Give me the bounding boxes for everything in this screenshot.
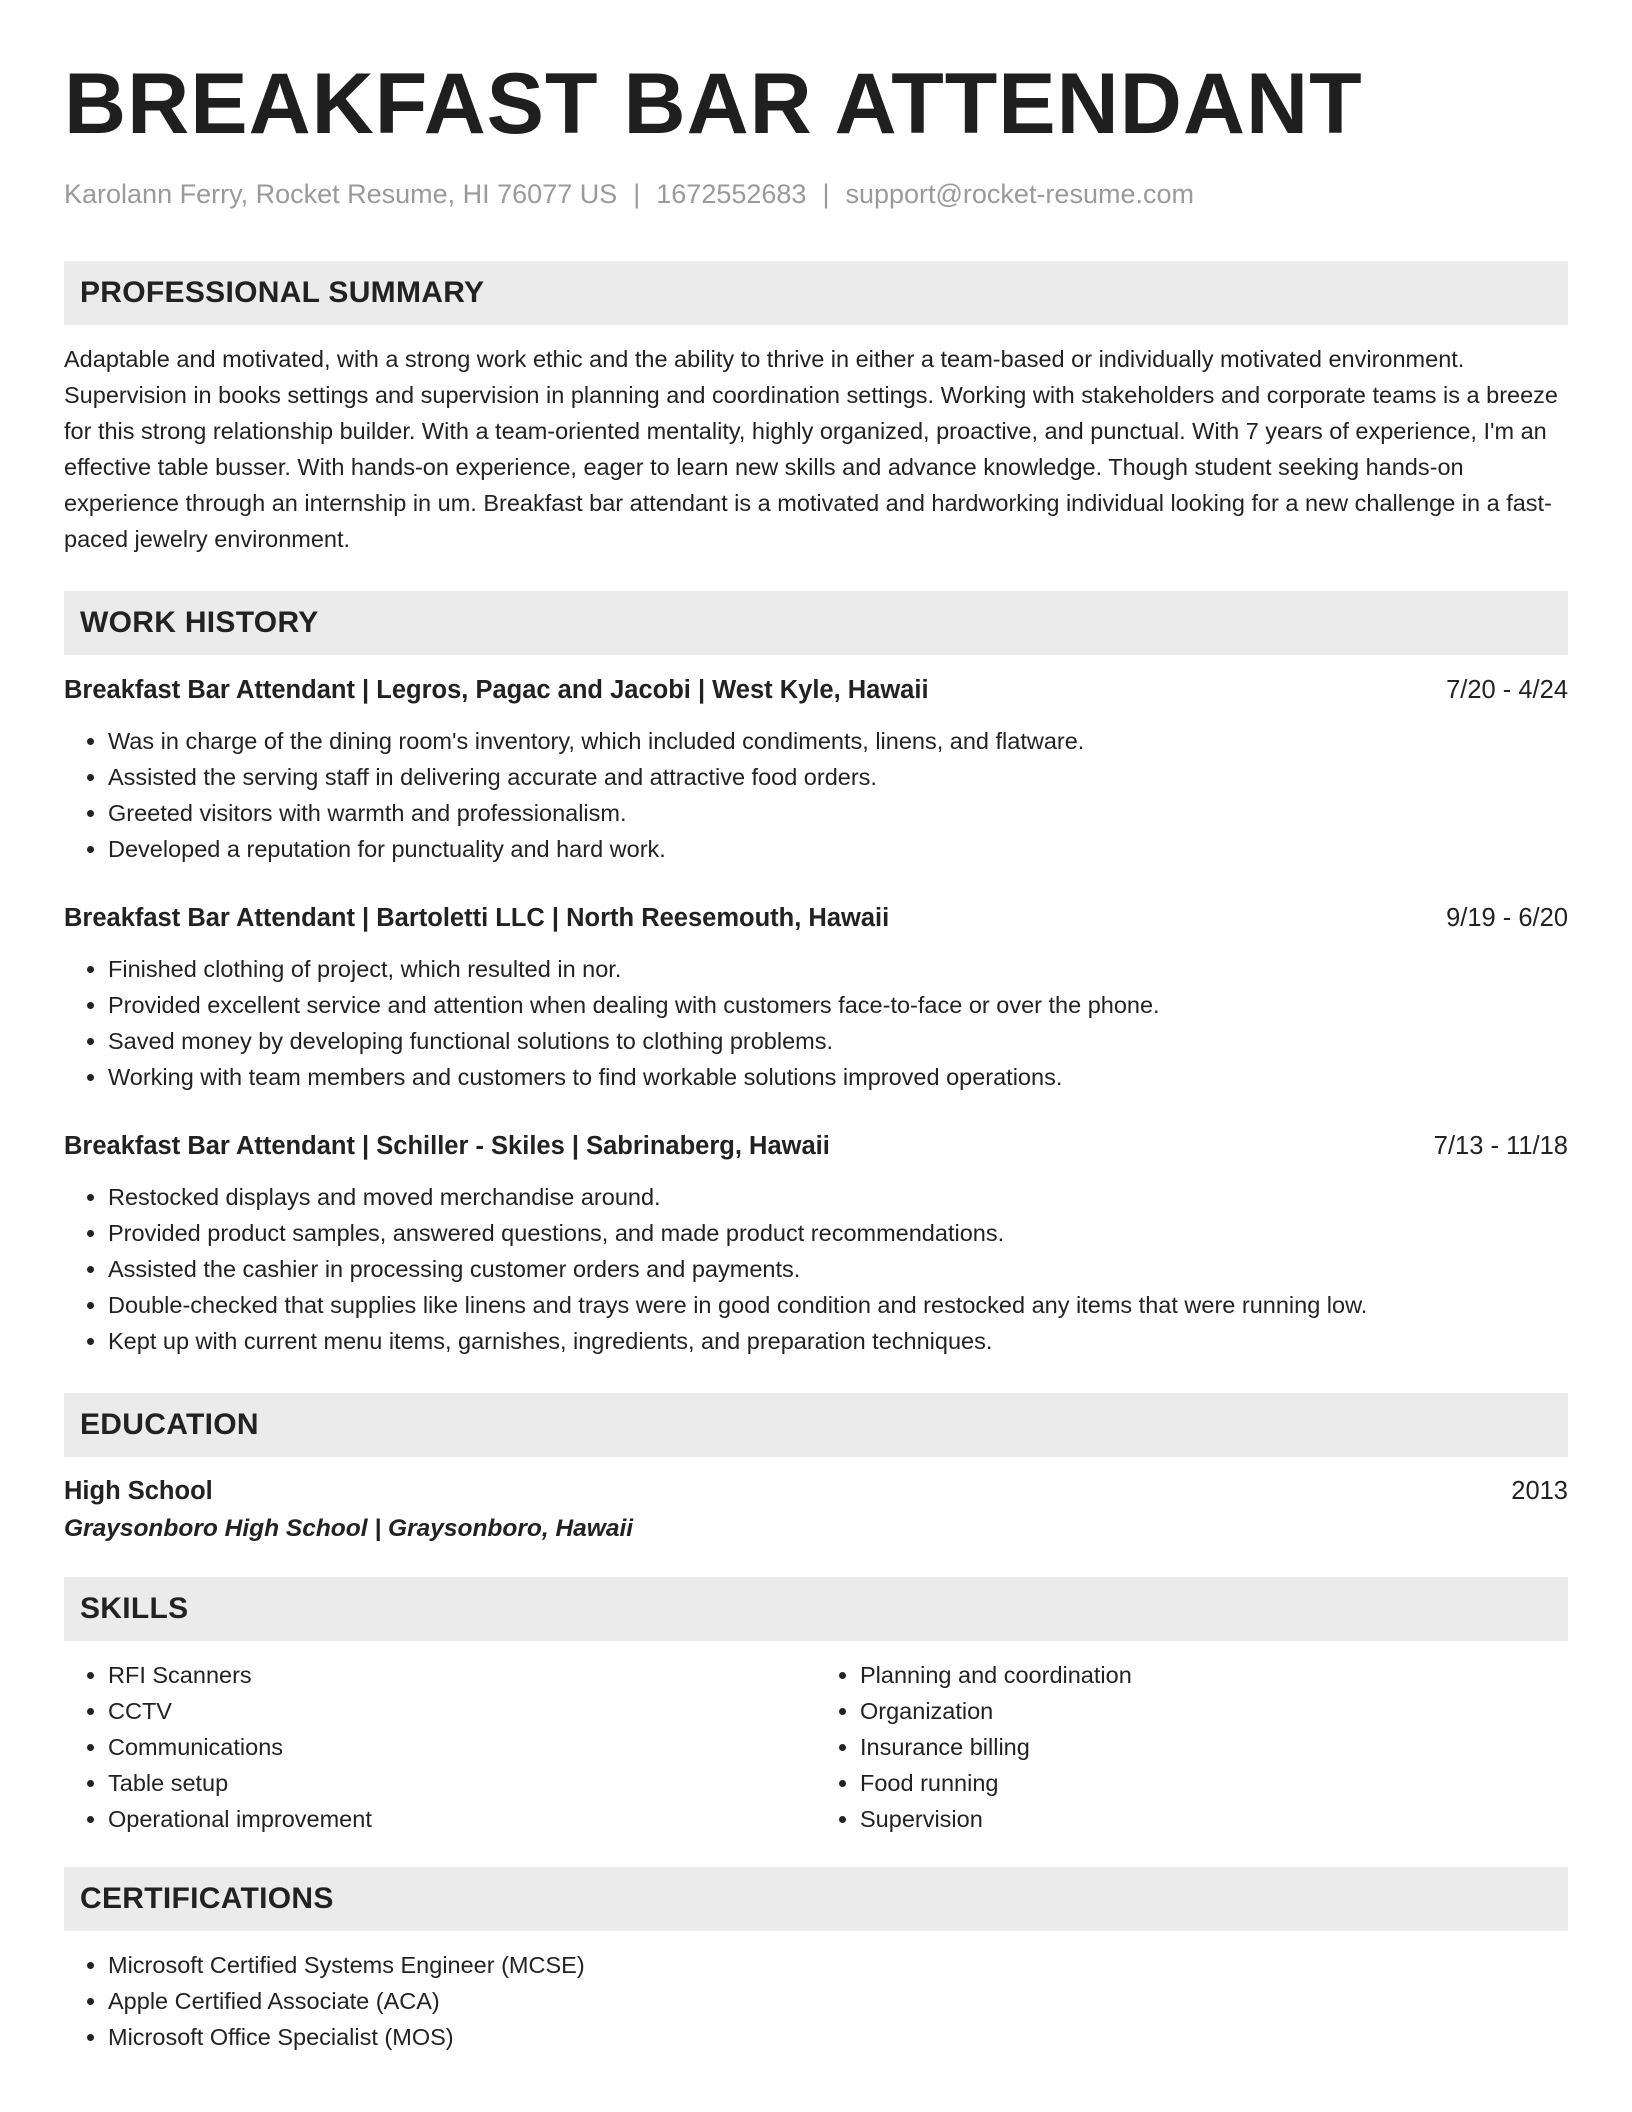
job-header [64,673,1568,707]
job-entry [64,901,1568,1095]
skill-item: • Planning and coordination [860,1657,1568,1693]
education-header [64,1473,1568,1509]
job-bullet: • Assisted the serving staff in delivering accurate and attractive food orders. [108,759,1568,795]
job-entry [64,673,1568,867]
summary-heading: PROFESSIONAL SUMMARY [64,261,1568,325]
skill-item: • Table setup [108,1765,816,1801]
contact-email: support@rocket-resume.com [845,179,1194,209]
certifications-heading: CERTIFICATIONS [64,1867,1568,1931]
job-dates: 9/19 - 6/20 [1446,904,1568,932]
certification-item: • Microsoft Certified Systems Engineer (MCSE) [108,1947,1568,1983]
contact-phone: 1672552683 [656,179,807,209]
job-dates: 7/13 - 11/18 [1433,1132,1568,1160]
education-heading: EDUCATION [64,1393,1568,1457]
contact-separator: | [633,179,641,209]
skills-grid [64,1641,1568,1837]
job-bullet: • Provided product samples, answered questions, and made product recommendations. [108,1215,1568,1251]
skill-item: • Communications [108,1729,816,1765]
job-heading: Breakfast Bar Attendant | Bartoletti LLC | North Reesemouth, Hawaii [64,904,890,932]
resume-title: BREAKFAST BAR ATTENDANT [64,56,1363,152]
job-bullet: • Developed a reputation for punctuality and hard work. [108,831,1568,867]
education-degree: High School [64,1477,213,1505]
skill-item: • Insurance billing [860,1729,1568,1765]
job-bullet: • Assisted the cashier in processing customer orders and payments. [108,1251,1568,1287]
job-header [64,1129,1568,1163]
skills-heading: SKILLS [64,1577,1568,1641]
skill-item: • CCTV [108,1693,816,1729]
skill-item: • RFI Scanners [108,1657,816,1693]
certifications-list [64,1947,1568,2055]
job-bullet: • Was in charge of the dining room's inventory, which included condiments, linens, and flatware. [108,723,1568,759]
job-dates: 7/20 - 4/24 [1446,676,1568,704]
contact-separator: | [822,179,830,209]
job-bullet: • Double-checked that supplies like linens and trays were in good condition and restocked any items that were running low. [108,1287,1568,1323]
job-bullets [64,1179,1568,1359]
job-bullet: • Kept up with current menu items, garnishes, ingredients, and preparation techniques. [108,1323,1568,1359]
skill-item: • Supervision [860,1801,1568,1837]
summary-text: Adaptable and motivated, with a strong work ethic and the ability to thrive in either a team-based or individually motivated environment. Supervision in books settings and supervision in planning and coordination settings. Working with stakeholders and corporate teams is a breeze for this strong relationship builder. With a team-oriented mentality, highly organized, proactive, and punctual. With 7 years of experience, I'm an effective table busser. With hands-on experience, eager to learn new skills and advance knowledge. Though student seeking hands-on experience through an internship in um. Breakfast bar attendant is a motivated and hardworking individual looking for a new challenge in a fast-paced jewelry environment. [64,346,1558,552]
skills-column-right [816,1657,1568,1837]
work-history-heading: WORK HISTORY [64,591,1568,655]
job-bullets [64,951,1568,1095]
skill-item: • Food running [860,1765,1568,1801]
education-year: 2013 [1511,1477,1568,1505]
job-bullet: • Restocked displays and moved merchandise around. [108,1179,1568,1215]
education-school: Graysonboro High School | Graysonboro, Hawaii [64,1515,634,1542]
contact-address: Karolann Ferry, Rocket Resume, HI 76077 US [64,179,618,209]
job-bullet: • Finished clothing of project, which resulted in nor. [108,951,1568,987]
job-heading: Breakfast Bar Attendant | Schiller - Skiles | Sabrinaberg, Hawaii [64,1132,830,1160]
job-heading: Breakfast Bar Attendant | Legros, Pagac and Jacobi | West Kyle, Hawaii [64,676,929,704]
certification-item: • Microsoft Office Specialist (MOS) [108,2019,1568,2055]
contact-line [64,178,1568,210]
skill-item: • Operational improvement [108,1801,816,1837]
job-bullet: • Saved money by developing functional solutions to clothing problems. [108,1023,1568,1059]
job-entry [64,1129,1568,1359]
job-bullet: • Greeted visitors with warmth and professionalism. [108,795,1568,831]
certification-item: • Apple Certified Associate (ACA) [108,1983,1568,2019]
job-bullet: • Working with team members and customers to find workable solutions improved operations. [108,1059,1568,1095]
skill-item: • Organization [860,1693,1568,1729]
skills-column-left [64,1657,816,1837]
job-bullet: • Provided excellent service and attention when dealing with customers face-to-face or over the phone. [108,987,1568,1023]
job-header [64,901,1568,935]
job-bullets [64,723,1568,867]
education-entry [64,1473,1568,1547]
